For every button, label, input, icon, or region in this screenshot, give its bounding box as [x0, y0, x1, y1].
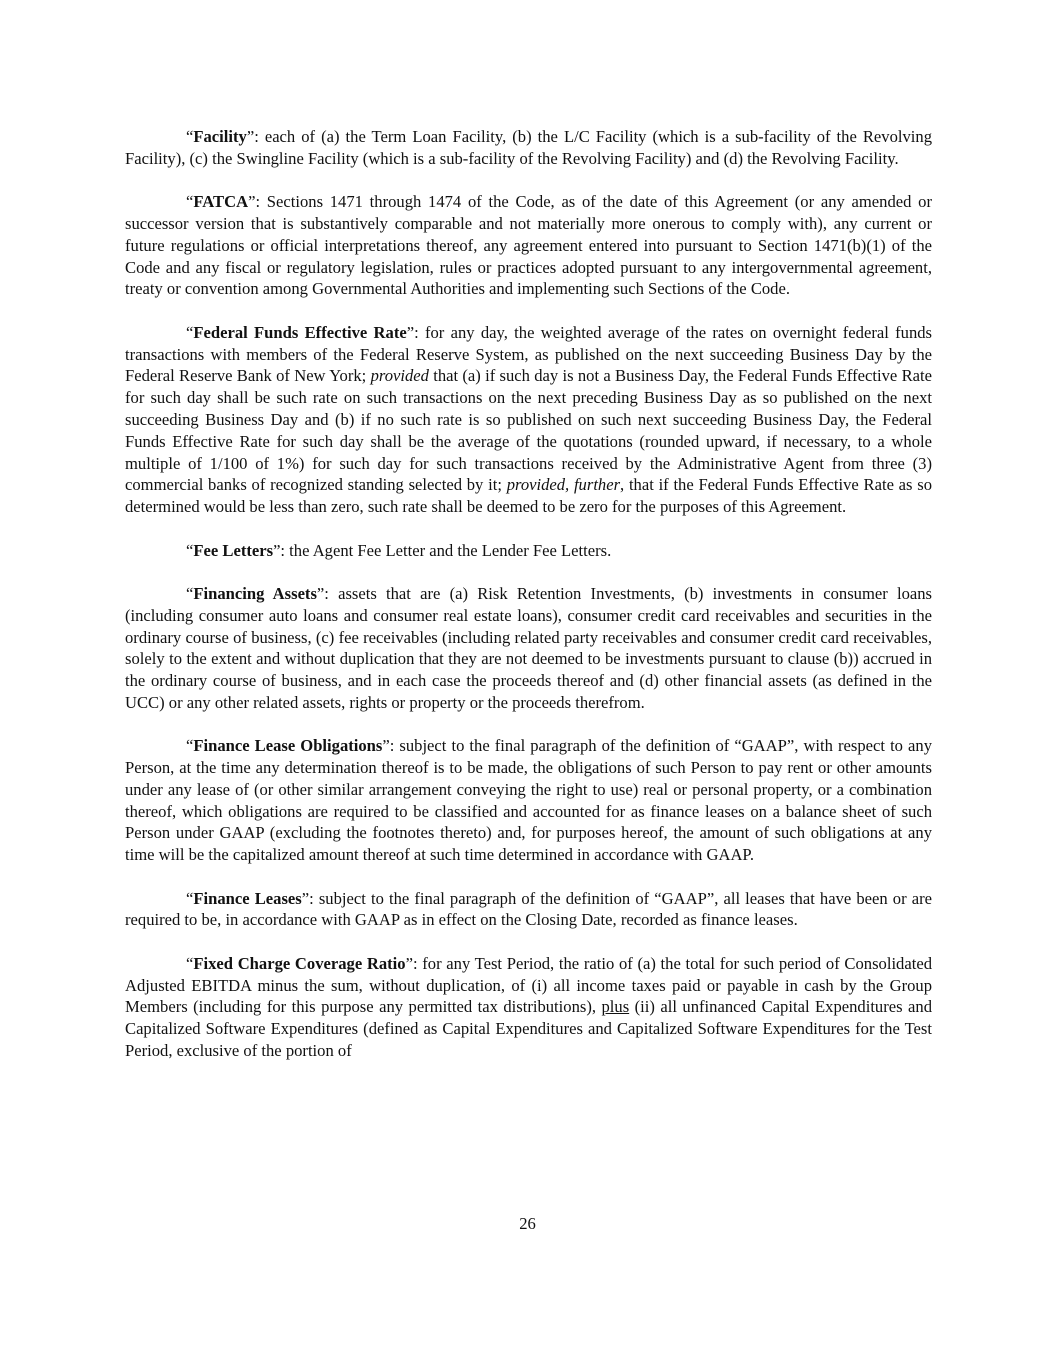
definition-text: ”: each of (a) the Term Loan Facility, (b) the L/C Facility (which is a sub-facility of the Revolving Facility), (c) the Swingline Facility (which is a sub-facility of the Revolving Facility) and (d) the Revolving Facility. — [125, 127, 932, 168]
underlined-plus: plus — [601, 997, 630, 1017]
definition-text: (ii) all unfinanced Capital Expenditures and Capitalized Software Expenditures (defined as Capital Expenditures and Capitalized Software Expenditures for the Test Period, exclusive of the portion of — [125, 997, 933, 1061]
definition-text: ”: for any day, the weighted average of the rates on overnight federal funds transactions with members of the Federal Reserve System, as published on the next succeeding Business Day by the Federal Reserve Bank of New York; — [125, 322, 932, 386]
definition-fatca: “FATCA”: Sections 1471 through 1474 of the Code, as of the date of this Agreement (or any amended or successor version that is substantively comparable and not materially more onerous to comply with), any current or future regulations or official interpretations thereof, any agreement entered into pursuant to Section 1471(b)(1) of the Code and any fiscal or regulatory legislation, rules or practices adopted pursuant to any intergovernmental agreement, treaty or convention among Governmental Authorities and implementing such Sections of the Code. — [125, 192, 932, 299]
italic-proviso: provided — [370, 366, 429, 386]
definition-text: ”: the Agent Fee Letter and the Lender Fee Letters. — [273, 540, 612, 560]
definition-text: , that if the Federal Funds Effective Rate as so determined would be less than zero, such rate shall be deemed to be zero for the purposes of this Agreement. — [125, 475, 932, 517]
term-fee-letters: Fee Letters — [193, 540, 274, 560]
definition-text: that (a) if such day is not a Business Day, the Federal Funds Effective Rate for such day shall be such rate on such transactions on the next preceding Business Day as so published on the next succeeding Business Day and (b) if no such rate is so published on such next succeeding Business Day, the Federal Funds Effective Rate for such day shall be the average of the quotations (rounded upward, if necessary, to a whole multiple of 1/100 of 1%) for such day for such transactions received by the Administrative Agent from three (3) commercial banks of recognized standing selected by it; — [125, 366, 932, 495]
definition-text: ”: subject to the final paragraph of the definition of “GAAP”, all leases that have been or are required to be, in accordance with GAAP as in effect on the Closing Date, recorded as finance leases. — [125, 888, 933, 930]
definition-fee-letters: “Fee Letters”: the Agent Fee Letter and the Lender Fee Letters. — [186, 540, 612, 560]
term-finance-lease-obligations: Finance Lease Obligations — [193, 736, 383, 756]
definition-finance-lease-obligations: “Finance Lease Obligations”: subject to the final paragraph of the definition of “GAAP”, with respect to any Person, at the time any determination thereof is to be made, the obligations of such Person to pay rent or other amounts under any lease of (or other similar arrangement conveying the right to use) real or personal property, or a combination thereof, which obligations are required to be classified and accounted for as finance leases on a balance sheet of such Person under GAAP (excluding the footnotes thereto) and, for purposes hereof, the amount of such obligations at any time will be the capitalized amount thereof at such time determined in accordance with GAAP. — [125, 736, 932, 865]
definition-facility: “Facility”: each of (a) the Term Loan Facility, (b) the L/C Facility (which is a sub-facility of the Revolving Facility), (c) the Swingline Facility (which is a sub-facility of the Revolving Facility) and (d) the Revolving Facility. — [125, 127, 932, 168]
definition-finance-leases: “Finance Leases”: subject to the final paragraph of the definition of “GAAP”, all leases that have been or are required to be, in accordance with GAAP as in effect on the Closing Date, recorded as finance leases. — [125, 888, 933, 930]
definition-text: ”: assets that are (a) Risk Retention Investments, (b) investments in consumer loans (including consumer auto loans and consumer real estate loans), consumer credit card receivables and securities in the ordinary course of business, (c) fee receivables (including related party receivables and consumer credit card receivables, solely to the extent and without duplication that they are not deemed to be investments pursuant to clause (b)) accrued in the ordinary course of business, and in each case the proceeds thereof and (d) other financial assets (as defined in the UCC) or any other related assets, rights or property or the proceeds therefrom. — [125, 583, 932, 712]
term-federal-funds-effective-rate: Federal Funds Effective Rate — [193, 322, 407, 342]
page-number: 26 — [519, 1214, 536, 1233]
definition-financing-assets: “Financing Assets”: assets that are (a) Risk Retention Investments, (b) investments in consumer loans (including consumer auto loans and consumer real estate loans), consumer credit card receivables and securities in the ordinary course of business, (c) fee receivables (including related party receivables and consumer credit card receivables, solely to the extent and without duplication that they are not deemed to be investments pursuant to clause (b)) accrued in the ordinary course of business, and in each case the proceeds thereof and (d) other financial assets (as defined in the UCC) or any other related assets, rights or property or the proceeds therefrom. — [125, 583, 932, 712]
definition-text: ”: Sections 1471 through 1474 of the Code, as of the date of this Agreement (or any amended or successor version that is substantively comparable and not materially more onerous to comply with), any current or future regulations or official interpretations thereof, any agreement entered into pursuant to Section 1471(b)(1) of the Code and any fiscal or regulatory legislation, rules or practices adopted pursuant to any intergovernmental agreement, treaty or convention among Governmental Authorities and implementing such Sections of the Code. — [125, 192, 932, 299]
definition-fixed-charge-coverage-ratio: “Fixed Charge Coverage Ratio”: for any Test Period, the ratio of (a) the total for such period of Consolidated Adjusted EBITDA minus the sum, without duplication, of (i) all income taxes paid or payable in cash by the Group Members (including for this purpose any permitted tax distributions), plus (ii) all unfinanced Capital Expenditures and Capitalized Software Expenditures (defined as Capital Expenditures and Capitalized Software Expenditures for the Test Period, exclusive of the portion of — [125, 953, 933, 1061]
term-facility: Facility — [193, 127, 247, 146]
term-fixed-charge-coverage-ratio: Fixed Charge Coverage Ratio — [193, 953, 406, 973]
term-fatca: FATCA — [193, 192, 249, 212]
document-page — [125, 126, 932, 1083]
term-finance-leases: Finance Leases — [193, 888, 302, 908]
definition-federal-funds-effective-rate: “Federal Funds Effective Rate”: for any day, the weighted average of the rates on overnight federal funds transactions with members of the Federal Reserve System, as published on the next succeeding Business Day by the Federal Reserve Bank of New York; provided that (a) if such day is not a Business Day, the Federal Funds Effective Rate for such day shall be such rate on such transactions on the next preceding Business Day as so published on the next succeeding Business Day and (b) if no such rate is so published on such next succeeding Business Day, the Federal Funds Effective Rate for such day shall be the average of the quotations (rounded upward, if necessary, to a whole multiple of 1/100 of 1%) for such day for such transactions received by the Administrative Agent from three (3) commercial banks of recognized standing selected by it; provided, further, that if the Federal Funds Effective Rate as so determined would be less than zero, such rate shall be deemed to be zero for the purposes of this Agreement. — [125, 322, 932, 517]
definition-text: ”: subject to the final paragraph of the definition of “GAAP”, with respect to any Person, at the time any determination thereof is to be made, the obligations of such Person to pay rent or other amounts under any lease of (or other similar arrangement conveying the right to use) real or personal property, or a combination thereof, which obligations are required to be classified and accounted for as finance leases on a balance sheet of such Person under GAAP (excluding the footnotes thereto) and, for purposes hereof, the amount of such obligations at any time will be the capitalized amount thereof at such time determined in accordance with GAAP. — [125, 736, 932, 865]
term-financing-assets: Financing Assets — [193, 583, 317, 603]
italic-proviso: provided, further — [506, 475, 621, 495]
definition-text: ”: for any Test Period, the ratio of (a) the total for such period of Consolidated Adjusted EBITDA minus the sum, without duplication, of (i) all income taxes paid or payable in cash by the Group Members (including for this purpose any permitted tax distributions), — [125, 953, 932, 1017]
